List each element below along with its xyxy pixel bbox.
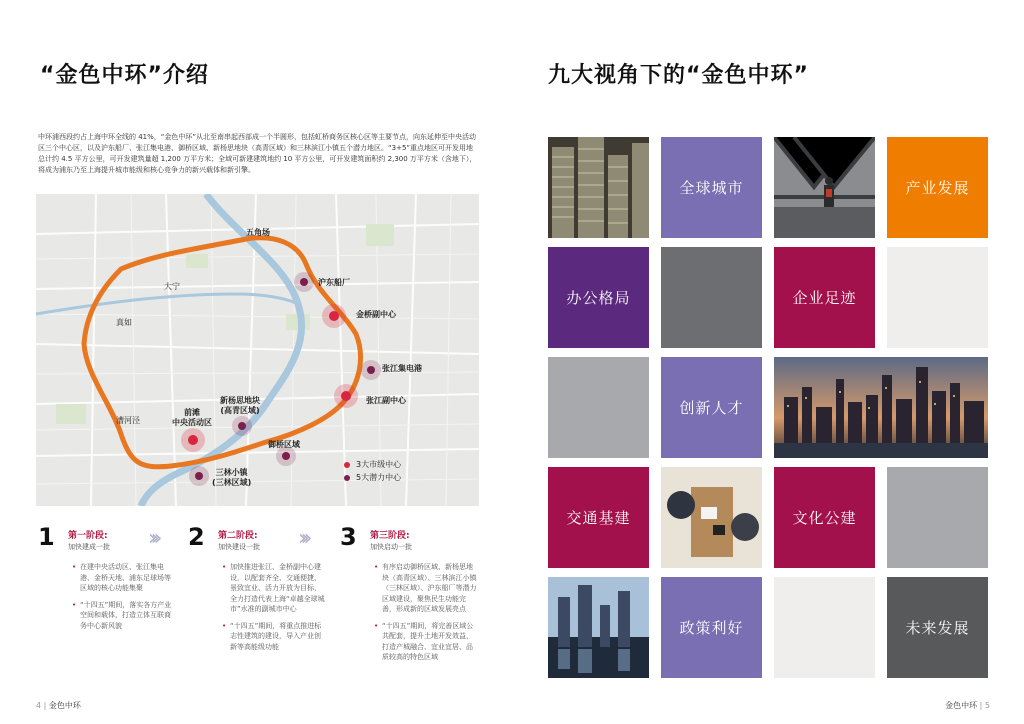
tile-light-block	[774, 577, 875, 678]
map-label-jinqiao: 金桥副中心	[356, 310, 396, 319]
phase-title: 第二阶段:	[218, 531, 258, 541]
list-item: • “十四五”期间，将重点推进标志性建筑的建设，导入产业创新等高能级功能	[222, 621, 326, 653]
page-number: 5	[984, 701, 990, 710]
phase-list	[72, 562, 176, 637]
intro-paragraph: 中环浦西段约占上海中环全线的 41%，“金色中环”从北至南串起西部成一个半圆形，包括虹桥商务区核心区等主要节点，向东延伸至中央活动区三个中心区，以及沪东船厂、张江集电港、御桥区域、新杨思地块（高青区域）和三林滨江小镇五个潜力地区。“3+5”重点地区可开发用地总计约 4.5 平方公里，可开发建筑量超 1,200 万平方米；全域可新建建筑地约 10 平方公里，可开发建筑面积约 2,300 万平方米（含地下），将成为浦东乃至上海提升城市能级和核心竞争力的新兴载体和新引擎。	[38, 133, 477, 174]
tile-photo-meeting	[661, 467, 762, 568]
tile-grey-block	[661, 247, 762, 348]
map-base-drawing	[36, 194, 479, 506]
chevron-right-icon: ›››	[298, 526, 307, 551]
tile-light-block	[887, 247, 988, 348]
phase-list	[222, 562, 326, 658]
footer-label: 金色中环	[48, 701, 81, 710]
legend-dot-icon	[344, 475, 350, 481]
phase-number: 2	[188, 523, 205, 551]
meeting-photo-icon	[661, 467, 762, 568]
map	[36, 194, 479, 506]
map-label-zhenru: 真如	[116, 318, 132, 327]
tile-label: 全球城市	[679, 179, 744, 197]
legend-item-potential-center: 5大潜力中心	[344, 471, 401, 484]
page-number: 4	[36, 701, 42, 710]
phase-list	[374, 562, 478, 669]
building-photo-icon	[548, 137, 649, 238]
map-label-wujiaochang: 五角场	[246, 228, 270, 237]
tile-culture[interactable]	[774, 467, 875, 568]
pudong-photo-icon	[548, 577, 649, 678]
map-label-hudong: 沪东船厂	[318, 278, 350, 287]
map-label-zhangjiang-jidian: 张江集电港	[382, 364, 422, 373]
tile-label: 文化公建	[792, 509, 857, 527]
bridge-photo-icon	[774, 137, 875, 238]
list-item: • “十四五”期间，落实各方产业空间和载体，打造立体互联商务中心新风貌	[72, 600, 176, 632]
tile-photo-towers	[548, 137, 649, 238]
tile-policy[interactable]	[661, 577, 762, 678]
page-title-right: 九大视角下的“金色中环”	[548, 63, 809, 88]
map-legend	[344, 458, 401, 484]
tile-label: 产业发展	[905, 179, 970, 197]
tile-office[interactable]	[548, 247, 649, 348]
list-item: • “十四五”期间，将完善区域公共配套，提升土地开发效益，打造产城融合、宜业宜居、品质较高的特色区域	[374, 621, 478, 663]
phase-title: 第一阶段:	[68, 531, 108, 541]
map-label-daning: 大宁	[164, 282, 180, 291]
footer-left: 4 | 金色中环	[36, 701, 81, 710]
list-item: • 加快推进张江、金桥副中心建设，以配套齐全、交通便捷、景致宜业、活力开放为目标，全力打造代表上海“卓越全球城市”水准的副城市中心	[222, 562, 326, 615]
skyline-photo-icon	[774, 357, 988, 458]
tile-label: 未来发展	[905, 619, 970, 637]
tile-label: 交通基建	[566, 509, 631, 527]
tile-grey-block	[548, 357, 649, 458]
list-item: • 在建中央活动区、张江集电港、金桥天地、浦东足球场等区域的核心功能集聚	[72, 562, 176, 594]
legend-dot-icon	[344, 462, 350, 468]
tile-grey-block	[887, 467, 988, 568]
map-label-qiantan: 前滩 中央活动区	[172, 408, 212, 427]
map-label-xinyangsi: 新杨思地块 (高青区域)	[220, 396, 260, 415]
tile-photo-bridge	[774, 137, 875, 238]
tile-transport[interactable]	[548, 467, 649, 568]
phase-subtitle: 加快建成一批	[68, 543, 110, 551]
map-label-zhangjiang-fzx: 张江副中心	[366, 396, 406, 405]
map-label-sanlin: 三林小镇 (三林区域)	[212, 468, 252, 487]
tile-label: 政策利好	[679, 619, 744, 637]
phase-number: 1	[38, 523, 55, 551]
tile-label: 办公格局	[566, 289, 631, 307]
tile-industry[interactable]	[887, 137, 988, 238]
tile-talent[interactable]	[661, 357, 762, 458]
list-item: • 有序启动御桥区域、新杨思地块（高青区域）、三林滨江小镇（三林区域）、沪东船厂等潜力区域建设，聚焦民生功能完善，形成新的区域发展亮点	[374, 562, 478, 615]
phase-number: 3	[340, 523, 357, 551]
footer-right: 金色中环 | 5	[945, 701, 990, 710]
tile-photo-skyline	[774, 357, 988, 458]
phase-subtitle: 加快启动一批	[370, 543, 412, 551]
phase-title: 第三阶段:	[370, 531, 410, 541]
phase-subtitle: 加快建设一批	[218, 543, 260, 551]
tile-label: 创新人才	[679, 399, 744, 417]
legend-item-city-center: 3大市级中心	[344, 458, 401, 471]
perspective-grid	[548, 137, 988, 679]
map-label-caohejing: 漕河泾	[116, 416, 140, 425]
tile-photo-pudong	[548, 577, 649, 678]
footer-label: 金色中环	[945, 701, 978, 710]
tile-label: 企业足迹	[792, 289, 857, 307]
tile-global-city[interactable]	[661, 137, 762, 238]
tile-enterprise[interactable]	[774, 247, 875, 348]
chevron-right-icon: ›››	[148, 526, 157, 551]
tile-future[interactable]	[887, 577, 988, 678]
page-title-left: “金色中环”介绍	[40, 63, 209, 88]
map-label-yuqiao: 御桥区域	[268, 440, 300, 449]
